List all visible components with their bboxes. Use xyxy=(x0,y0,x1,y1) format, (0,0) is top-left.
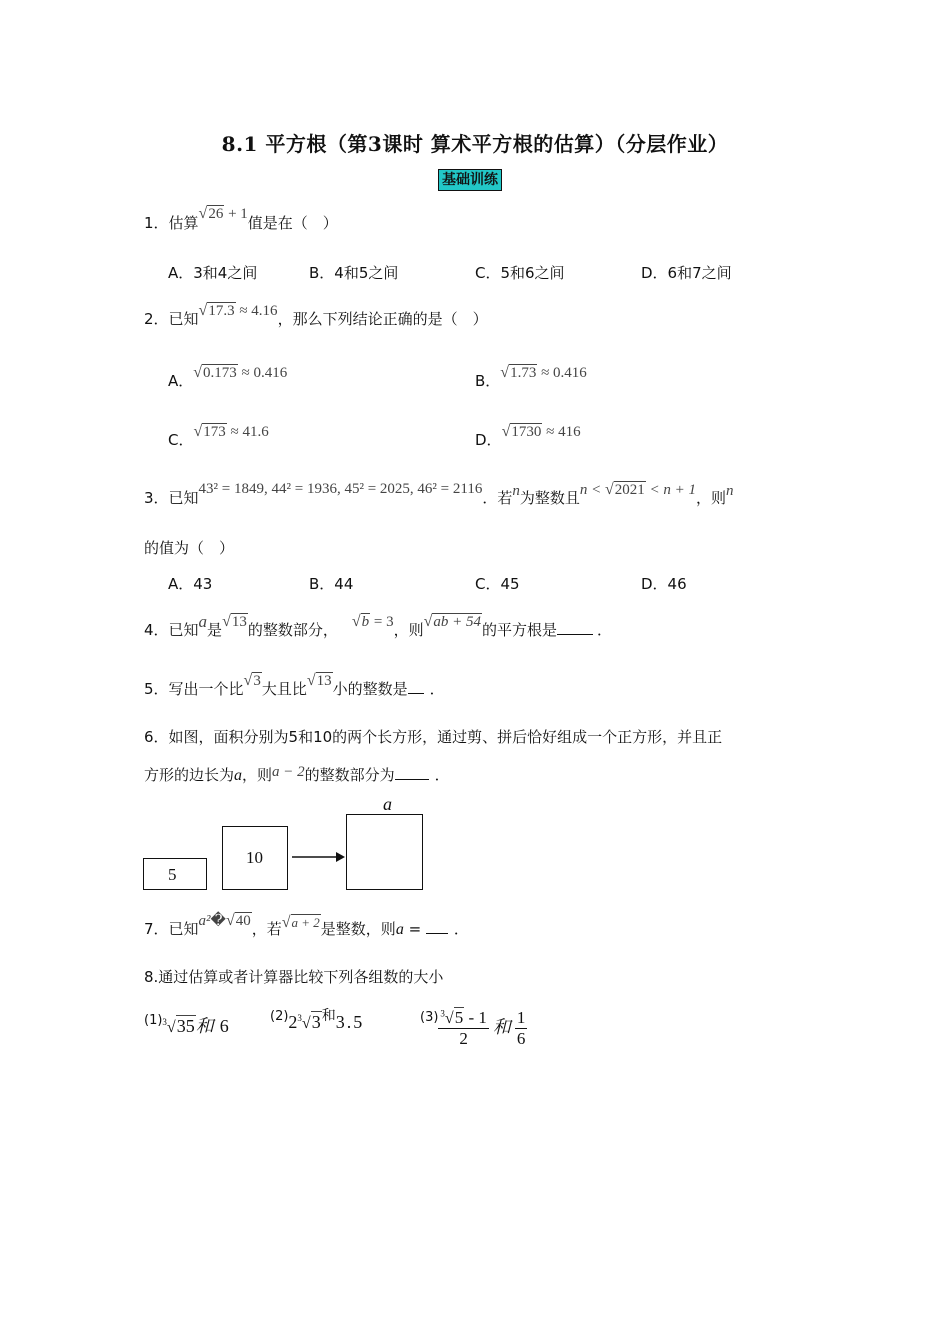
q3-option-a: A．43 xyxy=(168,575,213,593)
q7-sqrt-a2: √a + 2 xyxy=(281,914,320,931)
q3-option-d: D．46 xyxy=(641,575,687,593)
q2-given-tail: ≈ 4.16 xyxy=(235,303,278,319)
q8-p3-radicand: 5 xyxy=(454,1008,464,1027)
q3-mid3: ，则 xyxy=(696,489,727,507)
q6-line2-a: 方形的边长为 xyxy=(144,766,235,784)
q4-is: 是 xyxy=(207,621,223,639)
q3-squares: 43² = 1849, 44² = 1936, 45² = 2025, 46² = 2116 xyxy=(198,481,483,497)
q4-sqrt-ab: √ab + 54 xyxy=(423,613,482,630)
q8-p3-denominator: 2 xyxy=(459,1029,468,1048)
q3-ineq-radicand: 2021 xyxy=(614,482,645,498)
q6-expr: a − 2 xyxy=(272,764,305,780)
q7-sqrt-a2-radicand: a + 2 xyxy=(291,915,320,930)
q8-p3-minus: - 1 xyxy=(464,1008,487,1027)
q8-text: 8.通过估算或者计算器比较下列各组数的大小 xyxy=(144,968,444,986)
q7-a-squared: a² xyxy=(198,913,211,929)
q2-suffix: ，那么下列结论正确的是（ ） xyxy=(277,310,488,328)
question-7 xyxy=(144,912,469,939)
q4-end: ． xyxy=(597,621,613,639)
q7-answer-blank[interactable] xyxy=(426,933,448,934)
q8-p1-index: 3 xyxy=(162,1017,167,1027)
q1-tail: + 1 xyxy=(224,206,248,222)
q2-option-c-tail: ≈ 41.6 xyxy=(226,424,269,440)
q5-end: ． xyxy=(429,680,445,698)
q7-garble-char: � xyxy=(210,913,226,929)
q2-option-c-expr: √173 ≈ 41.6 xyxy=(193,423,269,440)
q8-part-1 xyxy=(144,1012,229,1038)
q8-part-3 xyxy=(420,1008,527,1049)
q4-sqrt-ab-radicand: ab + 54 xyxy=(433,614,482,630)
q2-option-a-tail: ≈ 0.416 xyxy=(237,365,288,381)
page-title: 8.1 平方根（第3课时 算术平方根的估算）（分层作业） xyxy=(221,132,729,156)
q2-option-a xyxy=(168,364,288,391)
q7-t2: 是整数，则 xyxy=(320,920,396,938)
q6-line2 xyxy=(144,764,450,785)
q3-mid: ．若 xyxy=(482,489,513,507)
q6-line2-b: ，则 xyxy=(242,766,273,784)
q8-p3-frac-num: 1 xyxy=(516,1008,526,1027)
q8-p3-fraction-left xyxy=(438,1008,488,1049)
q6-end: ． xyxy=(434,766,450,784)
question-3 xyxy=(144,481,734,508)
q2-prefix: 2．已知 xyxy=(144,310,199,328)
q7-end: ． xyxy=(453,920,469,938)
q1-prefix: 1．估算 xyxy=(144,214,199,232)
q6-var-a: a xyxy=(234,767,243,784)
q8-p3-label: (3) xyxy=(420,1010,439,1025)
square-side-label: a xyxy=(383,794,392,814)
q8-p1-radicand: 35 xyxy=(176,1016,195,1036)
q2-option-b-expr: √1.73 ≈ 0.416 xyxy=(500,364,587,381)
q8-p2-coef: 2 xyxy=(288,1012,298,1032)
q4-t1: 的整数部分， xyxy=(247,621,338,639)
q2-given-radicand: 17.3 xyxy=(208,303,235,319)
q2-option-b-label: B． xyxy=(475,372,501,390)
q3-var-n-2: n xyxy=(726,483,734,499)
q5-answer-blank[interactable] xyxy=(408,693,424,694)
q4-t3: 的平方根是 xyxy=(482,621,558,639)
q6-line2-c: 的整数部分为 xyxy=(304,766,395,784)
q4-eq3: = 3 xyxy=(370,614,394,630)
q8-p3-index: 3 xyxy=(440,1008,445,1019)
q4-answer-blank[interactable] xyxy=(557,634,593,635)
q3-mid2: 为整数且 xyxy=(519,489,580,507)
q8-p3-he: 和 xyxy=(492,1017,511,1037)
q8-p3-fraction-right xyxy=(515,1008,528,1049)
q5-t2: 小的整数是 xyxy=(332,680,408,698)
q8-p2-label: (2) xyxy=(270,1009,289,1024)
q3-var-n: n xyxy=(512,483,520,499)
q3-inequality: n < √2021 < n + 1 xyxy=(579,481,697,498)
q5-sqrt13: √13 xyxy=(306,672,332,689)
q3-ineq-right: < n + 1 xyxy=(645,482,697,498)
q8-p2-he: 和 xyxy=(321,1009,336,1024)
q1-option-d: D．6和7之间 xyxy=(641,264,732,282)
question-5 xyxy=(144,672,445,699)
q1-expr: √26 + 1 xyxy=(198,205,248,222)
q2-option-b-radicand: 1.73 xyxy=(510,365,537,381)
q1-radicand: 26 xyxy=(208,206,224,222)
q1-option-b: B．4和5之间 xyxy=(309,264,399,282)
q2-option-c-label: C． xyxy=(168,431,194,449)
q2-option-c xyxy=(168,423,269,450)
q3-line2: 的值为（ ） xyxy=(144,539,235,557)
q2-given: √17.3 ≈ 4.16 xyxy=(198,302,278,319)
q4-sqrtb-radicand: b xyxy=(361,614,370,630)
q4-t2: ，则 xyxy=(393,621,424,639)
q2-option-a-radicand: 0.173 xyxy=(203,365,237,381)
q8-p2-expr: $2^3√3^和3.5$ xyxy=(288,1009,365,1032)
q5-sqrt3-radicand: 3 xyxy=(253,673,261,689)
q6-answer-blank[interactable] xyxy=(395,779,429,780)
question-4 xyxy=(144,612,613,640)
q4-prefix: 4．已知 xyxy=(144,621,199,639)
q2-option-d-expr: √1730 ≈ 416 xyxy=(501,423,581,440)
rect-area-5-label: 5 xyxy=(168,865,177,884)
q3-ineq-left: n < xyxy=(579,482,605,498)
q5-sqrt13-radicand: 13 xyxy=(316,673,332,689)
q7-eq: = xyxy=(403,920,426,938)
q8-p2-index: 3 xyxy=(297,1013,302,1023)
q8-p2-radicand: 3 xyxy=(311,1012,321,1032)
q7-t1: ，若 xyxy=(251,920,282,938)
q6-line1: 6．如图，面积分别为5和10的两个长方形，通过剪、拼后恰好组成一个正方形，并且正 xyxy=(144,728,723,746)
q2-option-d-tail: ≈ 416 xyxy=(542,424,581,440)
q2-option-b-tail: ≈ 0.416 xyxy=(537,365,587,381)
q5-prefix: 5．写出一个比 xyxy=(144,680,244,698)
question-2 xyxy=(144,302,488,329)
q1-option-a: A．3和4之间 xyxy=(168,264,258,282)
q1-option-c: C．5和6之间 xyxy=(475,264,565,282)
question-1 xyxy=(144,205,338,233)
q4-sqrt13: √13 xyxy=(222,613,247,630)
q2-option-d-label: D． xyxy=(475,431,502,449)
q8-p3-numerator: $^3$√5 - 1 xyxy=(440,1008,487,1027)
q8-p1-label: (1) xyxy=(144,1013,163,1028)
q3-option-b: B．44 xyxy=(309,575,354,593)
q2-option-c-radicand: 173 xyxy=(203,424,226,440)
arrow-right-icon xyxy=(290,850,346,864)
q2-option-b xyxy=(475,364,587,391)
section-badge: 基础训练 xyxy=(438,169,502,191)
q4-sqrt13-radicand: 13 xyxy=(231,614,247,630)
q5-sqrt3: √3 xyxy=(243,672,261,689)
square-side-a xyxy=(346,814,423,890)
q3-option-c: C．45 xyxy=(475,575,520,593)
q8-p2-num: 3.5 xyxy=(335,1012,365,1032)
q2-option-d-radicand: 1730 xyxy=(511,424,542,440)
q7-expr: a²�√40 xyxy=(198,912,251,929)
q7-sqrt40-radicand: 40 xyxy=(235,913,251,929)
q2-option-d xyxy=(475,423,581,450)
q1-suffix: 值是在（ ） xyxy=(247,214,338,232)
q8-p3-frac-den: 6 xyxy=(516,1029,526,1048)
q4-var-a: a xyxy=(198,612,208,631)
rect-area-10-label: 10 xyxy=(246,848,263,867)
q7-var-a: a xyxy=(395,921,404,938)
q2-option-a-label: A． xyxy=(168,372,194,390)
q8-part-2 xyxy=(270,1009,365,1033)
q2-option-a-expr: √0.173 ≈ 0.416 xyxy=(193,364,288,381)
q7-prefix: 7．已知 xyxy=(144,920,199,938)
q8-p1-expr: $^3$√35和 6 xyxy=(162,1016,229,1036)
q4-sqrtb: √b = 3 xyxy=(351,613,394,630)
q5-t1: 大且比 xyxy=(261,680,307,698)
q8-p1-he: 和 xyxy=(195,1016,214,1036)
q3-prefix: 3．已知 xyxy=(144,489,199,507)
q8-p1-num: 6 xyxy=(219,1016,229,1036)
